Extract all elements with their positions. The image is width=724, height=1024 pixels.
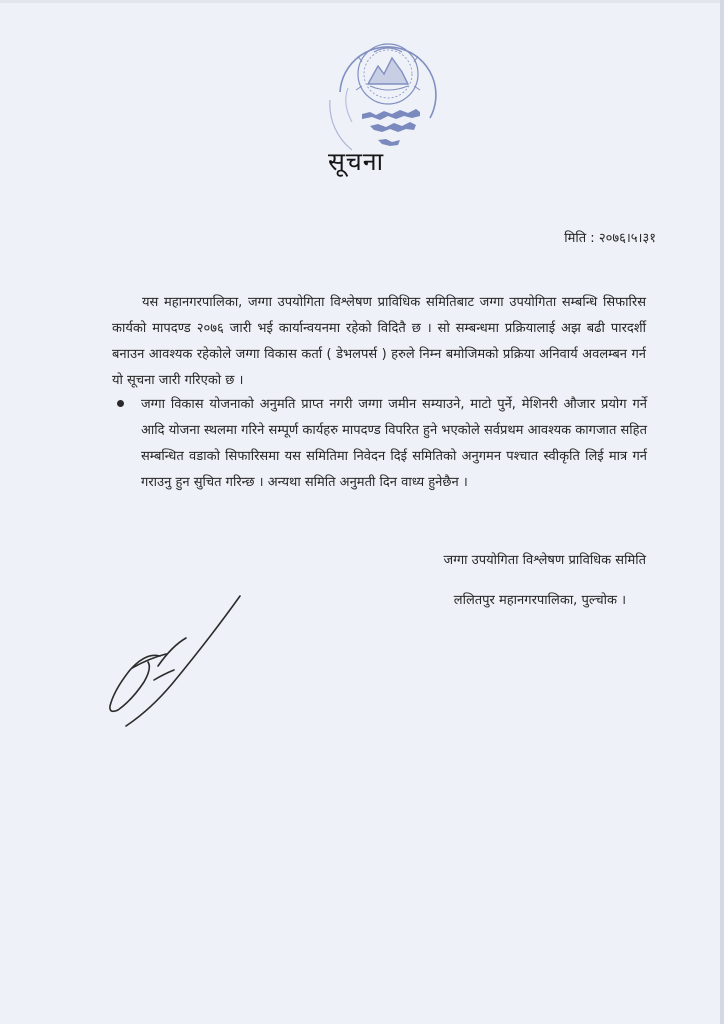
page-right-edge [720,0,724,1024]
notice-bullet-item: जग्गा विकास योजनाको अनुमति प्राप्त नगरी जग्गा जमीन सम्याउने, माटो पुर्ने, मेशिनरी औजार प्रयोग गर्ने आदि योजना स्थलमा गरिने सम्पूर्ण कार्यहरु मापदण्ड विपरित हुने भएकोले सर्वप्रथम आवश्यक कागजात सहित सम्बन्धित वडाको सिफारिसमा यस समितिमा निवेदन दिई समितिको अनुगमन पश्चात स्वीकृति लिई मात्र गर्न गराउनु हुन सुचित गरिन्छ । अन्यथा समिति अनुमती दिन वाध्य हुनेछैन । [141,397,647,490]
municipality-address: ललितपुर महानगरपालिका, पुल्चोक । [453,593,626,608]
bullet-marker [117,400,124,407]
notice-title: सूचना [328,147,385,176]
notice-date: मिति : २०७६।५।३१ [564,231,656,246]
handwritten-signature [100,588,250,738]
page-top-edge [0,0,724,3]
committee-name: जग्गा उपयोगिता विश्लेषण प्राविधिक समिति [443,553,646,568]
notice-paragraph: यस महानगरपालिका, जग्गा उपयोगिता विश्लेषण प्राविधिक समितिबाट जग्गा उपयोगिता सम्बन्धि सिफारिस कार्यको मापदण्ड २०७६ जारी भई कार्यान्वयनमा रहेको विदितै छ । सो सम्बन्धमा प्रक्रियालाई अझ बढी पारदर्शी बनाउन आवश्यक रहेकोले जग्गा विकास कर्ता ( डेभलपर्स ) हरुले निम्न बमोजिमको प्रक्रिया अनिवार्य अवलम्बन गर्न यो सूचना जारी गरिएको छ । [112,295,646,388]
